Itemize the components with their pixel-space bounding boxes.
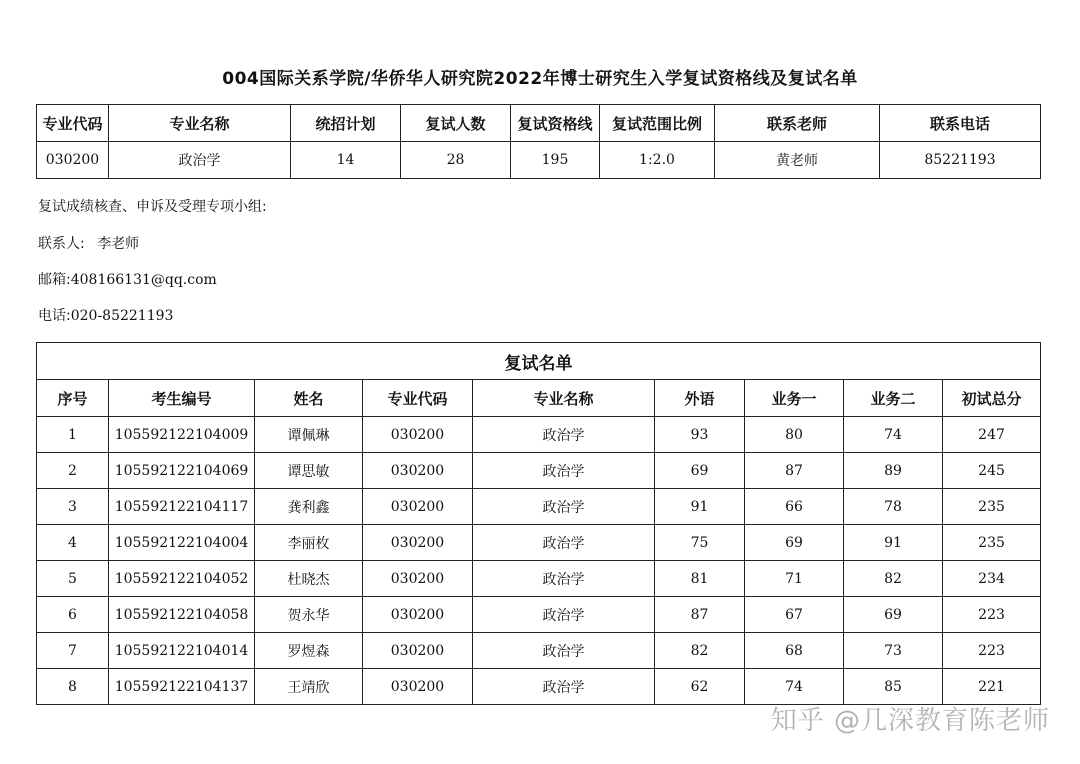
- table-row: [37, 597, 1041, 633]
- cell-subject-one: 67: [745, 597, 844, 633]
- cell-major-name: 政治学: [473, 525, 655, 561]
- col-header-seq: 序号: [37, 380, 109, 417]
- cell-major-name: 政治学: [473, 489, 655, 525]
- cell-major-code: 030200: [363, 525, 473, 561]
- cell-total: 247: [943, 417, 1041, 453]
- cell-major-code: 030200: [363, 417, 473, 453]
- col-header-total: 初试总分: [943, 380, 1041, 417]
- cell-major-name: 政治学: [473, 561, 655, 597]
- col-header-contact-teacher: 联系老师: [715, 105, 880, 142]
- cell-total: 223: [943, 633, 1041, 669]
- cell-major-code: 030200: [363, 453, 473, 489]
- cell-seq: 3: [37, 489, 109, 525]
- table-row: [37, 453, 1041, 489]
- cell-cutoff: 195: [511, 142, 600, 179]
- list-body: [37, 417, 1041, 705]
- cell-foreign-language: 75: [655, 525, 745, 561]
- cell-seq: 7: [37, 633, 109, 669]
- cell-subject-one: 87: [745, 453, 844, 489]
- cell-subject-two: 82: [844, 561, 943, 597]
- cell-subject-one: 69: [745, 525, 844, 561]
- cell-name: 李丽枚: [255, 525, 363, 561]
- cell-foreign-language: 91: [655, 489, 745, 525]
- cell-subject-one: 71: [745, 561, 844, 597]
- cell-foreign-language: 62: [655, 669, 745, 705]
- col-header-plan: 统招计划: [291, 105, 401, 142]
- cell-total: 235: [943, 489, 1041, 525]
- cell-major-name: 政治学: [473, 597, 655, 633]
- retest-list-table: [36, 342, 1041, 705]
- list-caption: 复试名单: [37, 343, 1041, 380]
- cell-ratio: 1:2.0: [600, 142, 715, 179]
- cell-major-code: 030200: [37, 142, 109, 179]
- cell-foreign-language: 93: [655, 417, 745, 453]
- cell-major-code: 030200: [363, 561, 473, 597]
- cell-candidate-id: 105592122104137: [109, 669, 255, 705]
- cutoff-data-row: [37, 142, 1041, 179]
- cell-name: 罗煜森: [255, 633, 363, 669]
- cell-subject-two: 85: [844, 669, 943, 705]
- cell-subject-two: 91: [844, 525, 943, 561]
- table-row: [37, 633, 1041, 669]
- cell-seq: 5: [37, 561, 109, 597]
- cell-foreign-language: 82: [655, 633, 745, 669]
- cell-major-name: 政治学: [473, 633, 655, 669]
- cell-major-code: 030200: [363, 597, 473, 633]
- cell-name: 贺永华: [255, 597, 363, 633]
- cutoff-header-row: [37, 105, 1041, 142]
- cell-foreign-language: 87: [655, 597, 745, 633]
- cell-candidate-id: 105592122104058: [109, 597, 255, 633]
- col-header-major-code: 专业代码: [363, 380, 473, 417]
- cell-plan: 14: [291, 142, 401, 179]
- cell-name: 谭思敏: [255, 453, 363, 489]
- contact-value: 李老师: [97, 236, 140, 252]
- cell-candidate-id: 105592122104117: [109, 489, 255, 525]
- cell-subject-one: 74: [745, 669, 844, 705]
- cell-subject-two: 74: [844, 417, 943, 453]
- cell-candidate-id: 105592122104014: [109, 633, 255, 669]
- table-row: [37, 417, 1041, 453]
- col-header-retest-count: 复试人数: [401, 105, 511, 142]
- cell-name: 龚利鑫: [255, 489, 363, 525]
- cell-name: 谭佩琳: [255, 417, 363, 453]
- caption-row: [37, 343, 1041, 380]
- cell-candidate-id: 105592122104004: [109, 525, 255, 561]
- cell-seq: 4: [37, 525, 109, 561]
- cell-contact-phone: 85221193: [880, 142, 1041, 179]
- col-header-cutoff: 复试资格线: [511, 105, 600, 142]
- col-header-contact-phone: 联系电话: [880, 105, 1041, 142]
- email-value: 408166131@qq.com: [70, 272, 217, 288]
- cell-major-name: 政治学: [473, 453, 655, 489]
- cell-subject-one: 80: [745, 417, 844, 453]
- cell-retest-count: 28: [401, 142, 511, 179]
- cell-subject-two: 73: [844, 633, 943, 669]
- page-title: 004国际关系学院/华侨华人研究院2022年博士研究生入学复试资格线及复试名单: [222, 69, 858, 89]
- cell-total: 235: [943, 525, 1041, 561]
- cell-seq: 1: [37, 417, 109, 453]
- col-header-name: 姓名: [255, 380, 363, 417]
- cell-seq: 2: [37, 453, 109, 489]
- email-label: 邮箱:: [38, 272, 71, 288]
- cutoff-table: [36, 104, 1041, 179]
- cell-major-name: 政治学: [109, 142, 291, 179]
- cell-major-code: 030200: [363, 633, 473, 669]
- group-heading-text: 复试成绩核查、申诉及受理专项小组:: [38, 199, 267, 215]
- cell-seq: 8: [37, 669, 109, 705]
- cell-major-name: 政治学: [473, 669, 655, 705]
- cell-seq: 6: [37, 597, 109, 633]
- watermark: 知乎 @几深教育陈老师: [770, 706, 1050, 736]
- list-header-row: [37, 380, 1041, 417]
- phone-label: 电话:: [38, 308, 71, 324]
- col-header-candidate-id: 考生编号: [109, 380, 255, 417]
- cell-major-name: 政治学: [473, 417, 655, 453]
- cell-subject-two: 69: [844, 597, 943, 633]
- cell-major-code: 030200: [363, 489, 473, 525]
- cell-total: 221: [943, 669, 1041, 705]
- cell-subject-one: 66: [745, 489, 844, 525]
- table-row: [37, 561, 1041, 597]
- cell-major-code: 030200: [363, 669, 473, 705]
- table-row: [37, 489, 1041, 525]
- phone-line: [38, 305, 173, 325]
- col-header-ratio: 复试范围比例: [600, 105, 715, 142]
- col-header-subject-two: 业务二: [844, 380, 943, 417]
- cell-candidate-id: 105592122104052: [109, 561, 255, 597]
- cell-subject-two: 78: [844, 489, 943, 525]
- cell-foreign-language: 81: [655, 561, 745, 597]
- cell-contact-teacher: 黄老师: [715, 142, 880, 179]
- col-header-subject-one: 业务一: [745, 380, 844, 417]
- cell-total: 245: [943, 453, 1041, 489]
- cell-total: 234: [943, 561, 1041, 597]
- col-header-foreign-language: 外语: [655, 380, 745, 417]
- cell-name: 杜晓杰: [255, 561, 363, 597]
- cell-foreign-language: 69: [655, 453, 745, 489]
- group-heading: [38, 196, 267, 216]
- cell-subject-two: 89: [844, 453, 943, 489]
- phone-value: 020-85221193: [70, 308, 174, 324]
- email-line: [38, 269, 217, 289]
- cell-name: 王靖欣: [255, 669, 363, 705]
- cell-subject-one: 68: [745, 633, 844, 669]
- col-header-major-code: 专业代码: [37, 105, 109, 142]
- contact-line: [38, 233, 139, 253]
- col-header-major-name: 专业名称: [109, 105, 291, 142]
- cell-candidate-id: 105592122104009: [109, 417, 255, 453]
- contact-label: 联系人:: [38, 236, 85, 252]
- col-header-major-name: 专业名称: [473, 380, 655, 417]
- cell-candidate-id: 105592122104069: [109, 453, 255, 489]
- table-row: [37, 525, 1041, 561]
- cell-total: 223: [943, 597, 1041, 633]
